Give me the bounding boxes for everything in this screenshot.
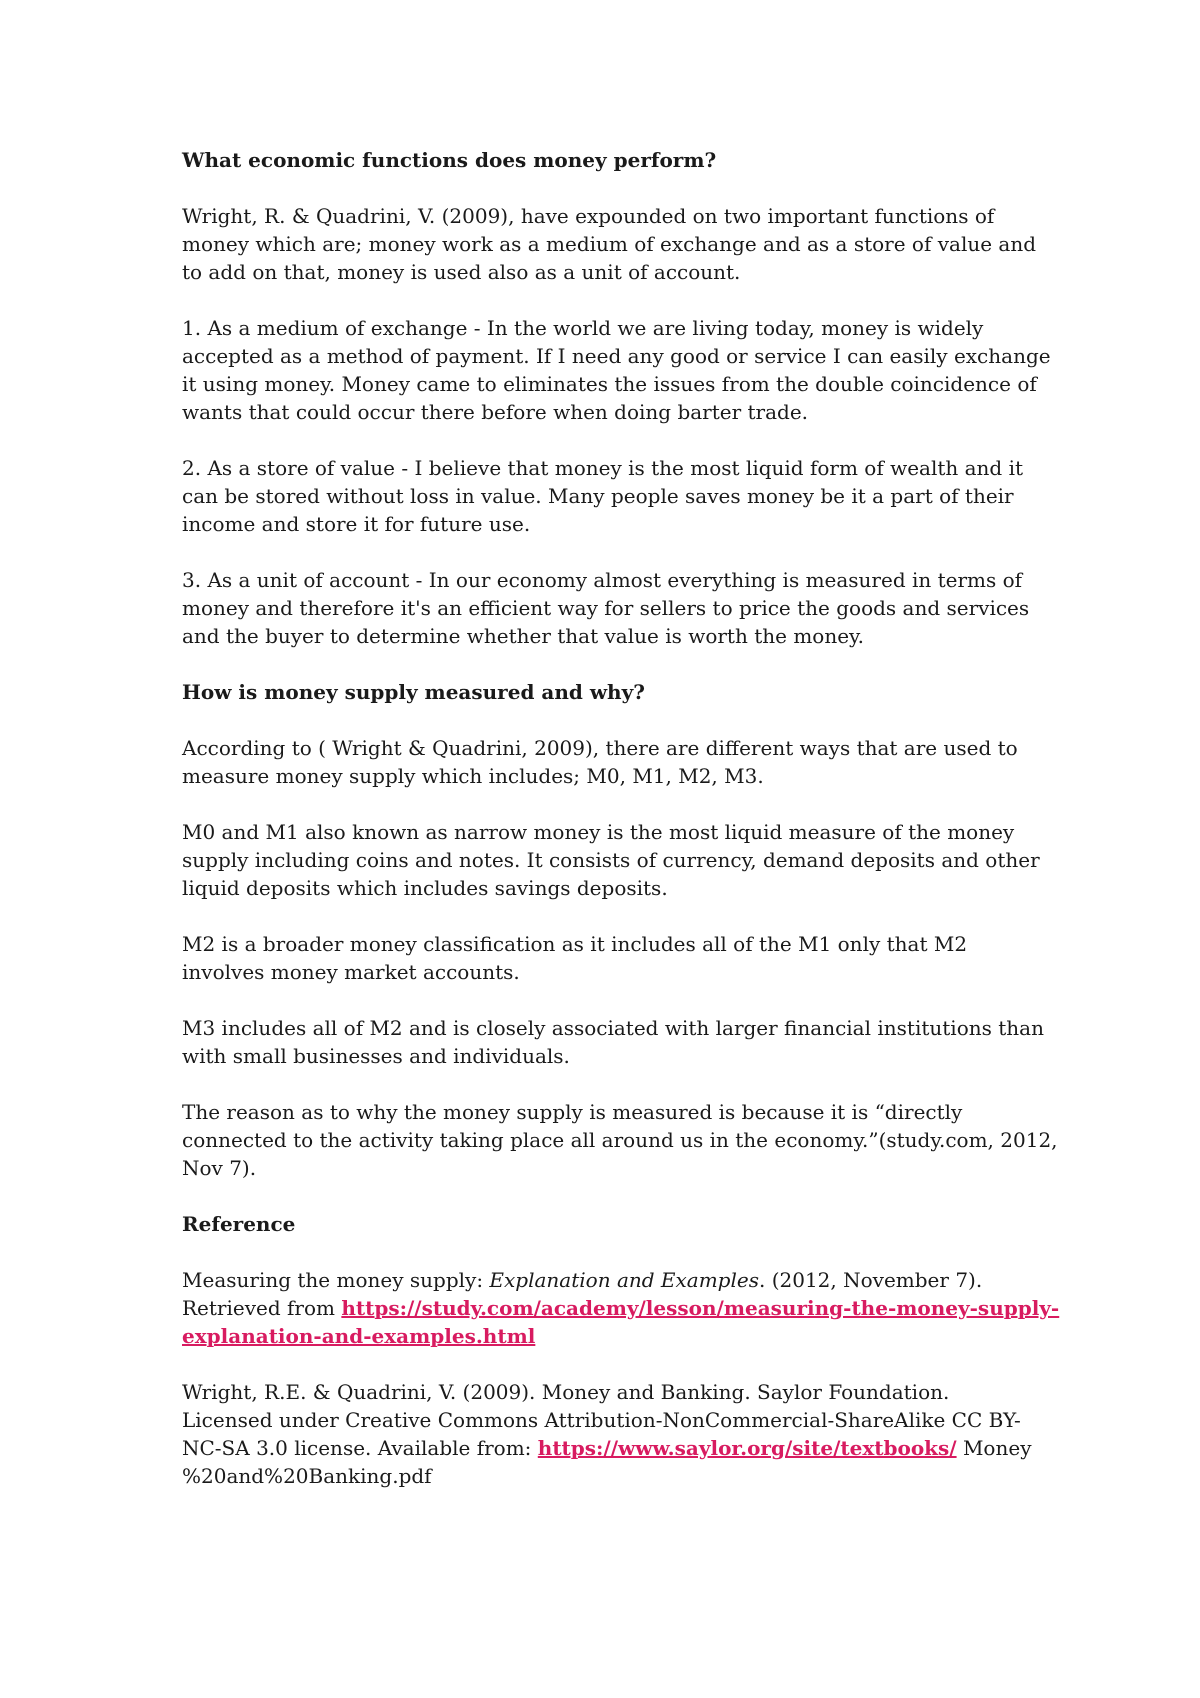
text-line: 1. As a medium of exchange - In the world we are living today, money is widely bbox=[182, 316, 984, 340]
text-line: income and store it for future use. bbox=[182, 512, 531, 536]
study-com-link-continued[interactable]: explanation-and-examples.html bbox=[182, 1324, 536, 1348]
text-line: can be stored without loss in value. Many people saves money be it a part of their bbox=[182, 484, 1014, 508]
text-line: it using money. Money came to eliminates the issues from the double coincidence of bbox=[182, 372, 1037, 396]
text-line: and the buyer to determine whether that value is worth the money. bbox=[182, 624, 865, 648]
text-line: money and therefore it's an efficient way for sellers to price the goods and services bbox=[182, 596, 1030, 620]
paragraph-unit-of-account bbox=[182, 566, 1032, 650]
retrieved-from-label: Retrieved from bbox=[182, 1296, 342, 1320]
section-heading-reference: Reference bbox=[182, 1212, 296, 1236]
text-line: connected to the activity taking place all around us in the economy.”(study.com, 2012, bbox=[182, 1128, 1058, 1152]
text-line: According to ( Wright & Quadrini, 2009), there are different ways that are used to bbox=[182, 736, 1018, 760]
spacer bbox=[182, 986, 1032, 1014]
spacer bbox=[182, 1070, 1032, 1098]
text-line: money which are; money work as a medium of exchange and as a store of value and bbox=[182, 232, 1037, 256]
reference-date: . (2012, November 7). bbox=[758, 1268, 983, 1292]
spacer bbox=[182, 1350, 1032, 1378]
paragraph-measures bbox=[182, 734, 1032, 790]
text-line bbox=[182, 1434, 1032, 1462]
text-line: measure money supply which includes; M0, M1, M2, M3. bbox=[182, 764, 764, 788]
spacer bbox=[182, 706, 1032, 734]
text-line: %20and%20Banking.pdf bbox=[182, 1464, 432, 1488]
text-line: 3. As a unit of account - In our economy almost everything is measured in terms of bbox=[182, 568, 1023, 592]
filename-part: Money bbox=[956, 1436, 1032, 1460]
text-line: with small businesses and individuals. bbox=[182, 1044, 570, 1068]
text-line: M2 is a broader money classification as it includes all of the M1 only that M2 bbox=[182, 932, 968, 956]
reference-title-italic: Explanation and Examples bbox=[489, 1268, 759, 1292]
text-line: 2. As a store of value - I believe that money is the most liquid form of wealth and it bbox=[182, 456, 1024, 480]
text-line: Nov 7). bbox=[182, 1156, 257, 1180]
text-line: liquid deposits which includes savings deposits. bbox=[182, 876, 668, 900]
text-line: Licensed under Creative Commons Attribution-NonCommercial-ShareAlike CC BY- bbox=[182, 1408, 1021, 1432]
paragraph-store-of-value bbox=[182, 454, 1032, 538]
text-line: accepted as a method of payment. If I need any good or service I can easily exchange bbox=[182, 344, 1051, 368]
paragraph-medium-of-exchange bbox=[182, 314, 1051, 426]
text-line: Wright, R. & Quadrini, V. (2009), have expounded on two important functions of bbox=[182, 204, 995, 228]
paragraph-m3 bbox=[182, 1014, 1044, 1070]
spacer bbox=[182, 902, 1032, 930]
section-heading-economic-functions: What economic functions does money perform? bbox=[182, 148, 717, 172]
document-body bbox=[182, 146, 1060, 1490]
text-line bbox=[182, 1294, 1060, 1322]
paragraph-reason bbox=[182, 1098, 1058, 1182]
reference-study-com bbox=[182, 1266, 1060, 1350]
text-line: involves money market accounts. bbox=[182, 960, 520, 984]
spacer bbox=[182, 538, 1032, 566]
available-from-label: NC-SA 3.0 license. Available from: bbox=[182, 1436, 538, 1460]
spacer bbox=[182, 174, 1032, 202]
paragraph-intro bbox=[182, 202, 1037, 286]
text-line: wants that could occur there before when doing barter trade. bbox=[182, 400, 809, 424]
text-line bbox=[182, 1322, 1032, 1350]
text-line: M0 and M1 also known as narrow money is the most liquid measure of the money bbox=[182, 820, 1015, 844]
text-line: to add on that, money is used also as a unit of account. bbox=[182, 260, 741, 284]
spacer bbox=[182, 790, 1032, 818]
paragraph-m0-m1 bbox=[182, 818, 1040, 902]
spacer bbox=[182, 286, 1032, 314]
spacer bbox=[182, 650, 1032, 678]
text-line: Wright, R.E. & Quadrini, V. (2009). Money and Banking. Saylor Foundation. bbox=[182, 1380, 950, 1404]
paragraph-m2 bbox=[182, 930, 1032, 986]
text-line: supply including coins and notes. It consists of currency, demand deposits and other bbox=[182, 848, 1040, 872]
spacer bbox=[182, 1238, 1032, 1266]
reference-title-prefix: Measuring the money supply: bbox=[182, 1268, 490, 1292]
spacer bbox=[182, 1182, 1032, 1210]
section-heading-money-supply: How is money supply measured and why? bbox=[182, 680, 645, 704]
saylor-link[interactable]: https://www.saylor.org/site/textbooks/ bbox=[537, 1436, 957, 1460]
reference-wright-quadrini bbox=[182, 1378, 1032, 1490]
spacer bbox=[182, 426, 1032, 454]
study-com-link[interactable]: https://study.com/academy/lesson/measuring-the-money-supply- bbox=[341, 1296, 1060, 1320]
text-line bbox=[182, 1266, 1032, 1294]
text-line: The reason as to why the money supply is measured is because it is “directly bbox=[182, 1100, 963, 1124]
text-line: M3 includes all of M2 and is closely associated with larger financial institutions than bbox=[182, 1016, 1044, 1040]
